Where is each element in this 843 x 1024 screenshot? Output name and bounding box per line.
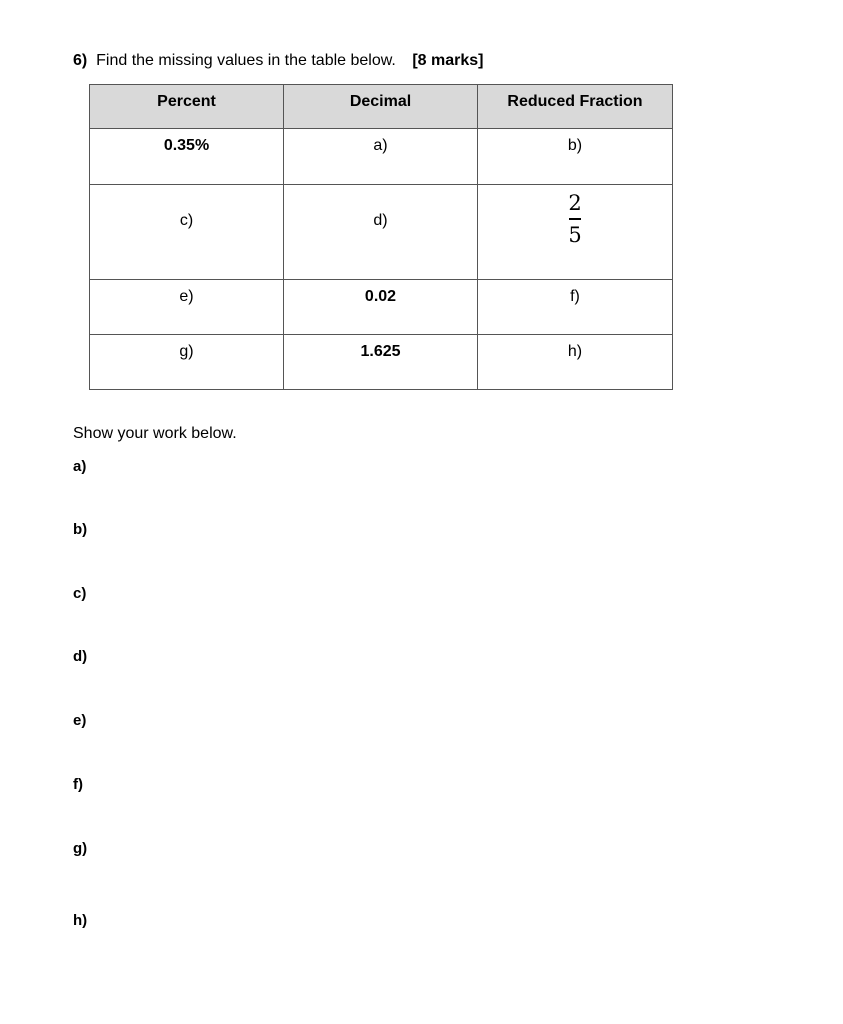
work-label-g: g) [73, 840, 88, 857]
fraction-numerator: 2 [568, 191, 582, 215]
fraction-bar [569, 218, 581, 220]
work-label-d: d) [73, 648, 88, 665]
work-label-f: f) [73, 776, 83, 793]
question-number: 6) [73, 52, 88, 69]
work-label-e: e) [73, 712, 87, 729]
table-cell: g) [90, 335, 284, 390]
work-label-a: a) [73, 458, 87, 475]
question-line [73, 51, 483, 71]
table-row [90, 129, 673, 185]
work-label-h: h) [73, 912, 88, 929]
table-row [90, 335, 673, 390]
fraction [568, 191, 581, 247]
table-cell: 0.02 [284, 280, 478, 335]
work-label-b: b) [73, 521, 88, 538]
table-cell: 0.35% [90, 129, 284, 185]
table-cell: d) [284, 185, 478, 280]
work-title: Show your work below. [73, 425, 237, 442]
table-cell: e) [90, 280, 284, 335]
header-reduced-fraction: Reduced Fraction [478, 85, 673, 129]
table-cell: 1.625 [284, 335, 478, 390]
table-cell: h) [478, 335, 673, 390]
header-decimal: Decimal [284, 85, 478, 129]
table-row [90, 280, 673, 335]
table-cell: c) [90, 185, 284, 280]
table-cell: f) [478, 280, 673, 335]
table-header-row [90, 85, 673, 129]
table-cell: b) [478, 129, 673, 185]
table-cell: a) [284, 129, 478, 185]
fraction-cell [478, 185, 673, 280]
question-marks: [8 marks] [412, 52, 484, 69]
question-text: Find the missing values in the table below. [96, 52, 396, 69]
values-table [89, 84, 673, 390]
fraction-denominator: 5 [568, 223, 582, 247]
work-label-c: c) [73, 585, 87, 602]
table-row [90, 185, 673, 280]
header-percent: Percent [90, 85, 284, 129]
